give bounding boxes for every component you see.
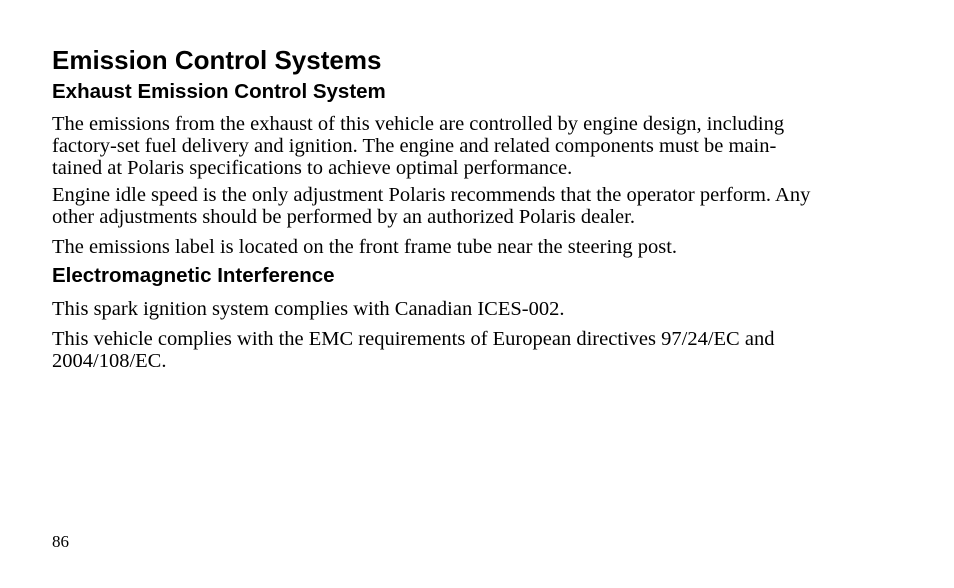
text-line: other adjustments should be performed by an authorized Polaris dealer. bbox=[52, 206, 635, 228]
page-number: 86 bbox=[52, 532, 69, 551]
exhaust-paragraph-3 bbox=[52, 236, 912, 258]
text-line: 2004/108/EC. bbox=[52, 350, 167, 372]
exhaust-paragraph-2 bbox=[52, 184, 912, 228]
text-line: tained at Polaris specifications to achieve optimal performance. bbox=[52, 157, 573, 179]
emi-heading: Electromagnetic Interference bbox=[52, 264, 335, 287]
text-line: factory-set fuel delivery and ignition. The engine and related components must be main- bbox=[52, 135, 777, 157]
text-line: The emissions from the exhaust of this vehicle are controlled by engine design, including bbox=[52, 113, 785, 135]
text-line: This spark ignition system complies with Canadian ICES-002. bbox=[52, 298, 565, 320]
text-line: The emissions label is located on the front frame tube near the steering post. bbox=[52, 236, 678, 258]
text-line: This vehicle complies with the EMC requirements of European directives 97/24/EC and bbox=[52, 328, 775, 350]
exhaust-heading: Exhaust Emission Control System bbox=[52, 80, 386, 103]
text-line: Engine idle speed is the only adjustment Polaris recommends that the operator perform. Any bbox=[52, 184, 811, 206]
emi-paragraph-1 bbox=[52, 298, 912, 320]
emi-paragraph-2 bbox=[52, 328, 912, 372]
section-title: Emission Control Systems bbox=[52, 45, 382, 75]
exhaust-paragraph-1 bbox=[52, 113, 912, 179]
